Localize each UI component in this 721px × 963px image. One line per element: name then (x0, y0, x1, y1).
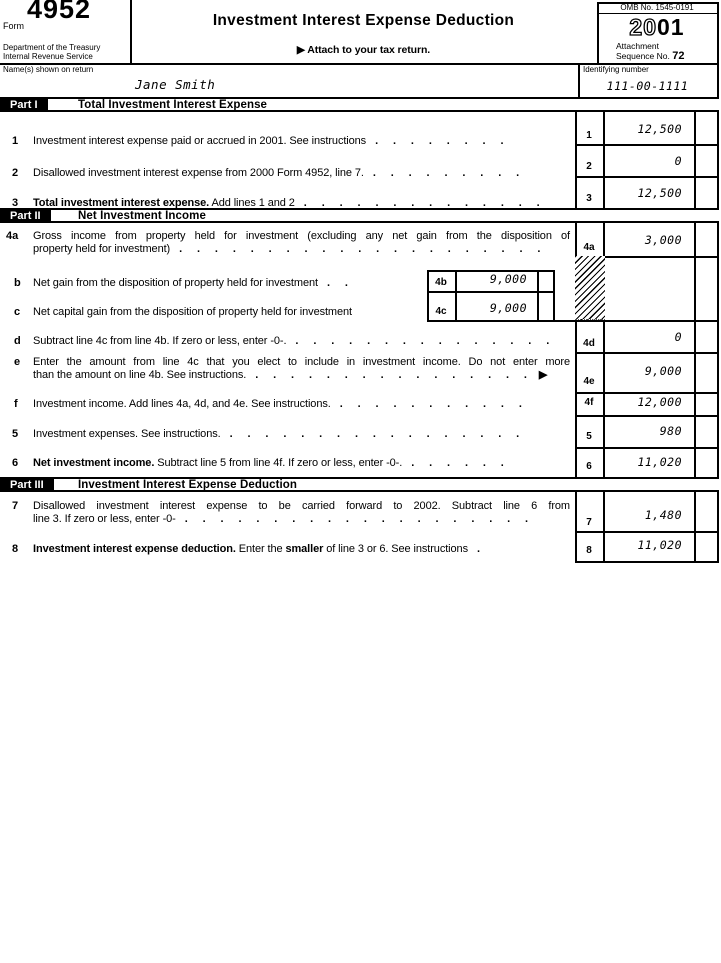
name-label: Name(s) shown on return (3, 65, 94, 74)
line4b-text: Net gain from the disposition of property held for investment . . (33, 277, 348, 289)
line4e-ref: 4e (583, 376, 595, 387)
line8-amount[interactable]: 11,020 (637, 538, 682, 552)
line4a-dots: . . . . . . . . . . . . . . . . . . . . . (179, 243, 541, 255)
line7-dots: . . . . . . . . . . . . . . . . . . . . (184, 513, 529, 525)
line4c-ref: 4c (435, 306, 447, 317)
line1-ref: 1 (586, 130, 592, 141)
part2-title: Net Investment Income (78, 209, 206, 222)
line4b-dots: . . (326, 277, 348, 289)
line5-number: 5 (12, 428, 19, 440)
line4d-dots: . . . . . . . . . . . . . . . (295, 335, 550, 347)
line4b-amount[interactable]: 9,000 (489, 272, 527, 286)
grid-line (575, 561, 719, 563)
grid-line (575, 415, 719, 417)
line6-ref: 6 (586, 461, 592, 472)
part3-title: Investment Interest Expense Deduction (78, 478, 298, 491)
line4d-number: d (14, 335, 21, 347)
part1-label: Part I (0, 99, 48, 110)
line4d-amount[interactable]: 0 (674, 330, 682, 344)
line4b-ref: 4b (435, 277, 447, 288)
grid-line (575, 531, 719, 533)
line7-amount[interactable]: 1,480 (644, 508, 682, 522)
line4f-number: f (14, 398, 18, 410)
line8-ref: 8 (586, 545, 592, 556)
agency-line2: Internal Revenue Service (3, 52, 93, 61)
line4a-number: 4a (6, 230, 19, 242)
line5-amount[interactable]: 980 (659, 424, 682, 438)
sequence-label: Sequence No. 72 (616, 50, 685, 62)
line5-text: Investment expenses. See instructions. . . . . . . . . . . . . . . . . . (33, 428, 520, 440)
line4f-amount[interactable]: 12,000 (637, 395, 682, 409)
grid-line (575, 144, 719, 146)
line3-text: Total investment interest expense. Add lines 1 and 2 . . . . . . . . . . . . . . (33, 197, 540, 209)
line3-ref: 3 (586, 193, 592, 204)
line4e-text: Enter the amount from line 4c that you elect to include in investment income. Do not enter more than the amount on line 4b. See instructions. . . . . . . . . . . . . . . . . ▶ (33, 356, 570, 381)
line4c-amount[interactable]: 9,000 (489, 301, 527, 315)
line1-text: Investment interest expense paid or accrued in 2001. See instructions . . . . . . . . (33, 135, 504, 147)
year-outline-digits: 20 (629, 14, 657, 40)
line4e-amount[interactable]: 9,000 (644, 364, 682, 378)
line7-text: Disallowed investment interest expense to be carried forward to 2002. Subtract line 6 from line 3. If zero or less, enter -0- . . . . . . . . . . . . . . . . . . . . (33, 500, 570, 525)
grid-line (427, 291, 555, 293)
id-label: Identifying number (583, 65, 649, 74)
line4c-number: c (14, 306, 21, 318)
line4a-ref: 4a (583, 242, 595, 253)
form-number: 4952 (27, 0, 92, 24)
line2-amount[interactable]: 0 (674, 154, 682, 168)
line1-dots: . . . . . . . . (375, 135, 504, 147)
line8-number: 8 (12, 543, 19, 555)
line4b-number: b (14, 277, 21, 289)
name-value[interactable]: Jane Smith (135, 77, 216, 92)
line5-dots: . . . . . . . . . . . . . . . . . (229, 428, 520, 440)
part1-bar (0, 97, 719, 112)
part1-title: Total Investment Interest Expense (78, 98, 268, 111)
line4c-text: Net capital gain from the disposition of property held for investment (33, 306, 352, 318)
form-title: Investment Interest Expense Deduction (212, 12, 515, 29)
line8-text: Investment interest expense deduction. Enter the smaller of line 3 or 6. See instructions . (33, 543, 480, 555)
line8-dots: . (476, 543, 480, 555)
line7-ref: 7 (586, 517, 592, 528)
line4e-number: e (14, 356, 21, 368)
line2-number: 2 (12, 167, 19, 179)
grid-line (537, 270, 539, 322)
line4a-text: Gross income from property held for investment (excluding any net gain from the disposition of property held for investment) . . . . . . . . . . . . . . . . . . . . . (33, 230, 570, 255)
line6-amount[interactable]: 11,020 (637, 455, 682, 469)
line4f-dots: . . . . . . . . . . . (339, 398, 522, 410)
line5-ref: 5 (586, 431, 592, 442)
grid-line (575, 176, 719, 178)
line3-number: 3 (12, 197, 19, 209)
grid-line (427, 320, 719, 322)
line4a-amount[interactable]: 3,000 (644, 233, 682, 247)
grid-line (575, 352, 719, 354)
id-value[interactable]: 111-00-1111 (606, 79, 689, 93)
attach-note: ▶ Attach to your tax return. (296, 44, 431, 56)
line6-dots: . . . . . . (411, 457, 504, 469)
grid-line (553, 270, 555, 322)
omb-number: OMB No. 1545-0191 (620, 3, 694, 12)
line2-dots: . . . . . . . . . (372, 167, 520, 179)
arrow-icon: ▶ (538, 369, 548, 381)
grid-line (575, 392, 719, 394)
line6-number: 6 (12, 457, 19, 469)
grid-line (575, 447, 719, 449)
sequence-number: 72 (672, 50, 685, 62)
attachment-label: Attachment (616, 41, 659, 51)
line3-amount[interactable]: 12,500 (637, 186, 682, 200)
year-bold-digits: 01 (657, 14, 685, 40)
line3-dots: . . . . . . . . . . . . . . (303, 197, 540, 209)
line1-number: 1 (12, 135, 19, 147)
shaded-area (575, 256, 605, 320)
part3-bar (0, 477, 719, 492)
part2-bar (0, 208, 719, 223)
line4d-text: Subtract line 4c from line 4b. If zero or less, enter -0-. . . . . . . . . . . . . . . . (33, 335, 550, 347)
part2-label: Part II (0, 210, 51, 221)
line2-text: Disallowed investment interest expense from 2000 Form 4952, line 7. . . . . . . . . . (33, 167, 520, 179)
agency-line1: Department of the Treasury (3, 43, 101, 52)
line2-ref: 2 (586, 161, 592, 172)
line6-text: Net investment income. Subtract line 5 from line 4f. If zero or less, enter -0-. . . . . . . (33, 457, 504, 469)
line7-number: 7 (12, 500, 19, 512)
line4e-dots: . . . . . . . . . . . . . . . . (255, 369, 527, 381)
line1-amount[interactable]: 12,500 (637, 122, 682, 136)
line4d-ref: 4d (583, 338, 595, 349)
line4f-ref: 4f (584, 397, 594, 408)
tax-year (597, 14, 717, 41)
form-label: Form (3, 21, 24, 31)
part3-label: Part III (0, 479, 54, 490)
line4f-text: Investment income. Add lines 4a, 4d, and 4e. See instructions. . . . . . . . . . . . (33, 398, 522, 410)
